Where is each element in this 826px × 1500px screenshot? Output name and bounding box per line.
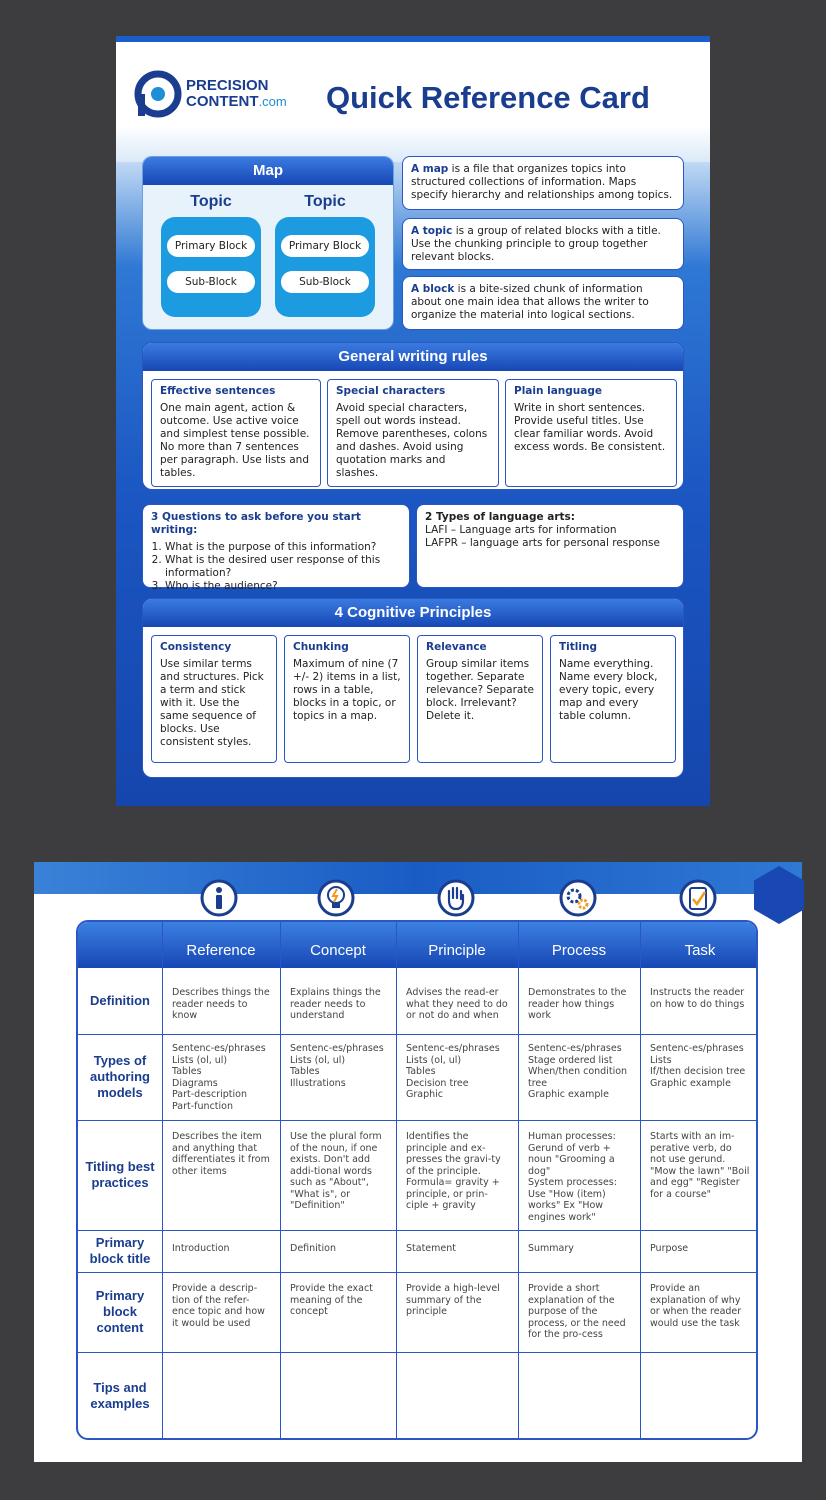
questions-panel: 3 Questions to ask before you start writing: 1. What is the purpose of this information? 2. What is the desired user response of this information? 3. Who is the audience? xyxy=(142,504,410,588)
row-divider xyxy=(78,1272,756,1273)
principle-titling: Titling Name everything. Name every block, every topic, every map and every table column. xyxy=(550,635,676,763)
col-header-task: Task xyxy=(640,922,758,968)
question-item: 2. What is the desired user response of this information? xyxy=(165,554,401,580)
table-cell: Definition xyxy=(290,1243,337,1254)
question-item: 1. What is the purpose of this information? xyxy=(165,541,401,554)
cognitive-principles-panel xyxy=(142,598,684,778)
writing-rules-header: General writing rules xyxy=(143,343,683,371)
page-title: Quick Reference Card xyxy=(326,80,650,115)
table-cell: Instructs the reader on how to do things xyxy=(650,987,745,1010)
card-header xyxy=(116,42,710,162)
table-cell: Sentenc-es/phrases Stage ordered list When/then condition tree Graphic example xyxy=(528,1043,628,1100)
language-arts-item: LAFPR – language arts for personal response xyxy=(425,537,660,549)
map-header: Map xyxy=(143,157,393,185)
row-label-block-content: Primary block content xyxy=(95,1288,145,1335)
table-cell: Identifies the principle and ex-presses the gravi-ty of the principle. Formula= gravity + principle, or prin-ciple + gravity xyxy=(406,1131,501,1211)
gears-icon xyxy=(558,878,598,918)
sub-block-pill: Sub-Block xyxy=(167,271,255,293)
table-cell: Provide a short explanation of the purpose of the process, or the need for the pro-cess xyxy=(528,1283,626,1340)
topic-label-2: Topic xyxy=(304,193,346,210)
table-cell: Statement xyxy=(406,1243,456,1254)
table-cell: Demonstrates to the reader how things work xyxy=(528,987,627,1021)
cognitive-header: 4 Cognitive Principles xyxy=(143,599,683,627)
block-definition: A block is a bite-sized chunk of information about one main idea that allows the writer to organize the material into logical sections. xyxy=(402,276,684,330)
row-label-definition: Definition xyxy=(90,993,150,1008)
table-cell: Introduction xyxy=(172,1243,230,1254)
map-definition: A map is a file that organizes topics into structured collections of information. Maps specify hierarchy and relationships among topics. xyxy=(402,156,684,210)
topic-type-table xyxy=(76,920,758,1440)
logo-line-1: PRECISION xyxy=(186,77,269,94)
hand-icon xyxy=(436,878,476,918)
language-arts-item: LAFI – Language arts for information xyxy=(425,524,617,536)
topic-label-1: Topic xyxy=(190,193,232,210)
language-arts-panel: 2 Types of language arts: LAFI – Language arts for information LAFPR – language arts for personal response xyxy=(416,504,684,588)
table-cell: Describes things the reader needs to know xyxy=(172,987,270,1021)
table-cell: Provide a descrip-tion of the refer-ence topic and how it would be used xyxy=(172,1283,265,1329)
rule-special-characters: Special characters Avoid special characters, spell out words instead. Remove parentheses, colons and dashes. Avoid using quotation marks and slashes. xyxy=(327,379,499,487)
logo-suffix: .com xyxy=(258,94,287,109)
table-cell: Human processes: Gerund of verb + noun "Grooming a dog" System processes: Use "How (item) works" Ex "How engines work" xyxy=(528,1131,617,1223)
table-cell: Sentenc-es/phrases Lists (ol, ul) Tables Decision tree Graphic xyxy=(406,1043,500,1100)
table-cell: Describes the item and anything that differentiates it from other items xyxy=(172,1131,270,1177)
row-divider xyxy=(78,1034,756,1035)
table-cell: Sentenc-es/phrases Lists If/then decision tree Graphic example xyxy=(650,1043,746,1089)
table-cell: Summary xyxy=(528,1243,574,1254)
sub-block-pill: Sub-Block xyxy=(281,271,369,293)
col-header-concept: Concept xyxy=(280,922,396,968)
principle-relevance: Relevance Group similar items together. Separate relevance? Separate block. Irrelevant? Delete it. xyxy=(417,635,543,763)
row-divider xyxy=(78,1120,756,1121)
row-divider xyxy=(78,1352,756,1353)
row-label-block-title: Primary block title xyxy=(89,1235,151,1266)
corner-header xyxy=(78,922,162,968)
topic-box-1 xyxy=(161,217,261,317)
col-header-process: Process xyxy=(518,922,640,968)
table-cell: Purpose xyxy=(650,1243,689,1254)
table-cell: Provide a high-level summary of the principle xyxy=(406,1283,500,1317)
primary-block-pill: Primary Block xyxy=(281,235,369,257)
quick-reference-card xyxy=(116,36,710,806)
table-cell: Sentenc-es/phrases Lists (ol, ul) Tables Diagrams Part-description Part-function xyxy=(172,1043,266,1112)
primary-block-pill: Primary Block xyxy=(167,235,255,257)
lightbulb-icon xyxy=(316,878,356,918)
info-icon xyxy=(199,878,239,918)
topic-box-2 xyxy=(275,217,375,317)
row-label-titling: Titling best practices xyxy=(85,1159,155,1190)
logo-icon xyxy=(134,70,182,118)
clipboard-check-icon xyxy=(678,878,718,918)
table-cell: Starts with an im-perative verb, do not use gerund. "Mow the lawn" "Boil and egg" "Register for a course" xyxy=(650,1131,750,1200)
writing-rules-panel xyxy=(142,342,684,490)
table-cell: Sentenc-es/phrases Lists (ol, ul) Tables Illustrations xyxy=(290,1043,384,1089)
table-cell: Advises the read-er what they need to do or not do and when xyxy=(406,987,508,1021)
map-diagram xyxy=(142,156,394,330)
row-divider xyxy=(78,1230,756,1231)
table-cell: Explains things the reader needs to understand xyxy=(290,987,381,1021)
row-label-tips: Tips and examples xyxy=(90,1380,150,1411)
principle-consistency: Consistency Use similar terms and structures. Pick a term and stick with it. Use the same sequence of blocks. Use consistent styles. xyxy=(151,635,277,763)
table-cell: Provide the exact meaning of the concept xyxy=(290,1283,373,1317)
table-cell: Use the plural form of the noun, if one exists. Don't add addi-tional words such as "About", "What is", or "Definition" xyxy=(290,1131,382,1211)
principle-chunking: Chunking Maximum of nine (7 +/- 2) items in a list, rows in a table, blocks in a topic, or topics in a map. xyxy=(284,635,410,763)
table-cell: Provide an explanation of why or when the reader would use the task xyxy=(650,1283,742,1329)
logo-line-2: CONTENT xyxy=(186,93,259,110)
logo-text xyxy=(186,78,287,110)
rule-plain-language: Plain language Write in short sentences. Provide useful titles. Use clear familiar words. Avoid excess words. Be consistent. xyxy=(505,379,677,487)
topic-definition: A topic is a group of related blocks with a title. Use the chunking principle to group together relevant blocks. xyxy=(402,218,684,270)
col-header-principle: Principle xyxy=(396,922,518,968)
row-label-authoring-models: Types of authoring models xyxy=(90,1053,150,1100)
rule-effective-sentences: Effective sentences One main agent, action & outcome. Use active voice and simplest tense possible. No more than 7 sentences per paragraph. Use lists and tables. xyxy=(151,379,321,487)
question-item: 3. Who is the audience? xyxy=(165,580,401,593)
col-header-reference: Reference xyxy=(162,922,280,968)
